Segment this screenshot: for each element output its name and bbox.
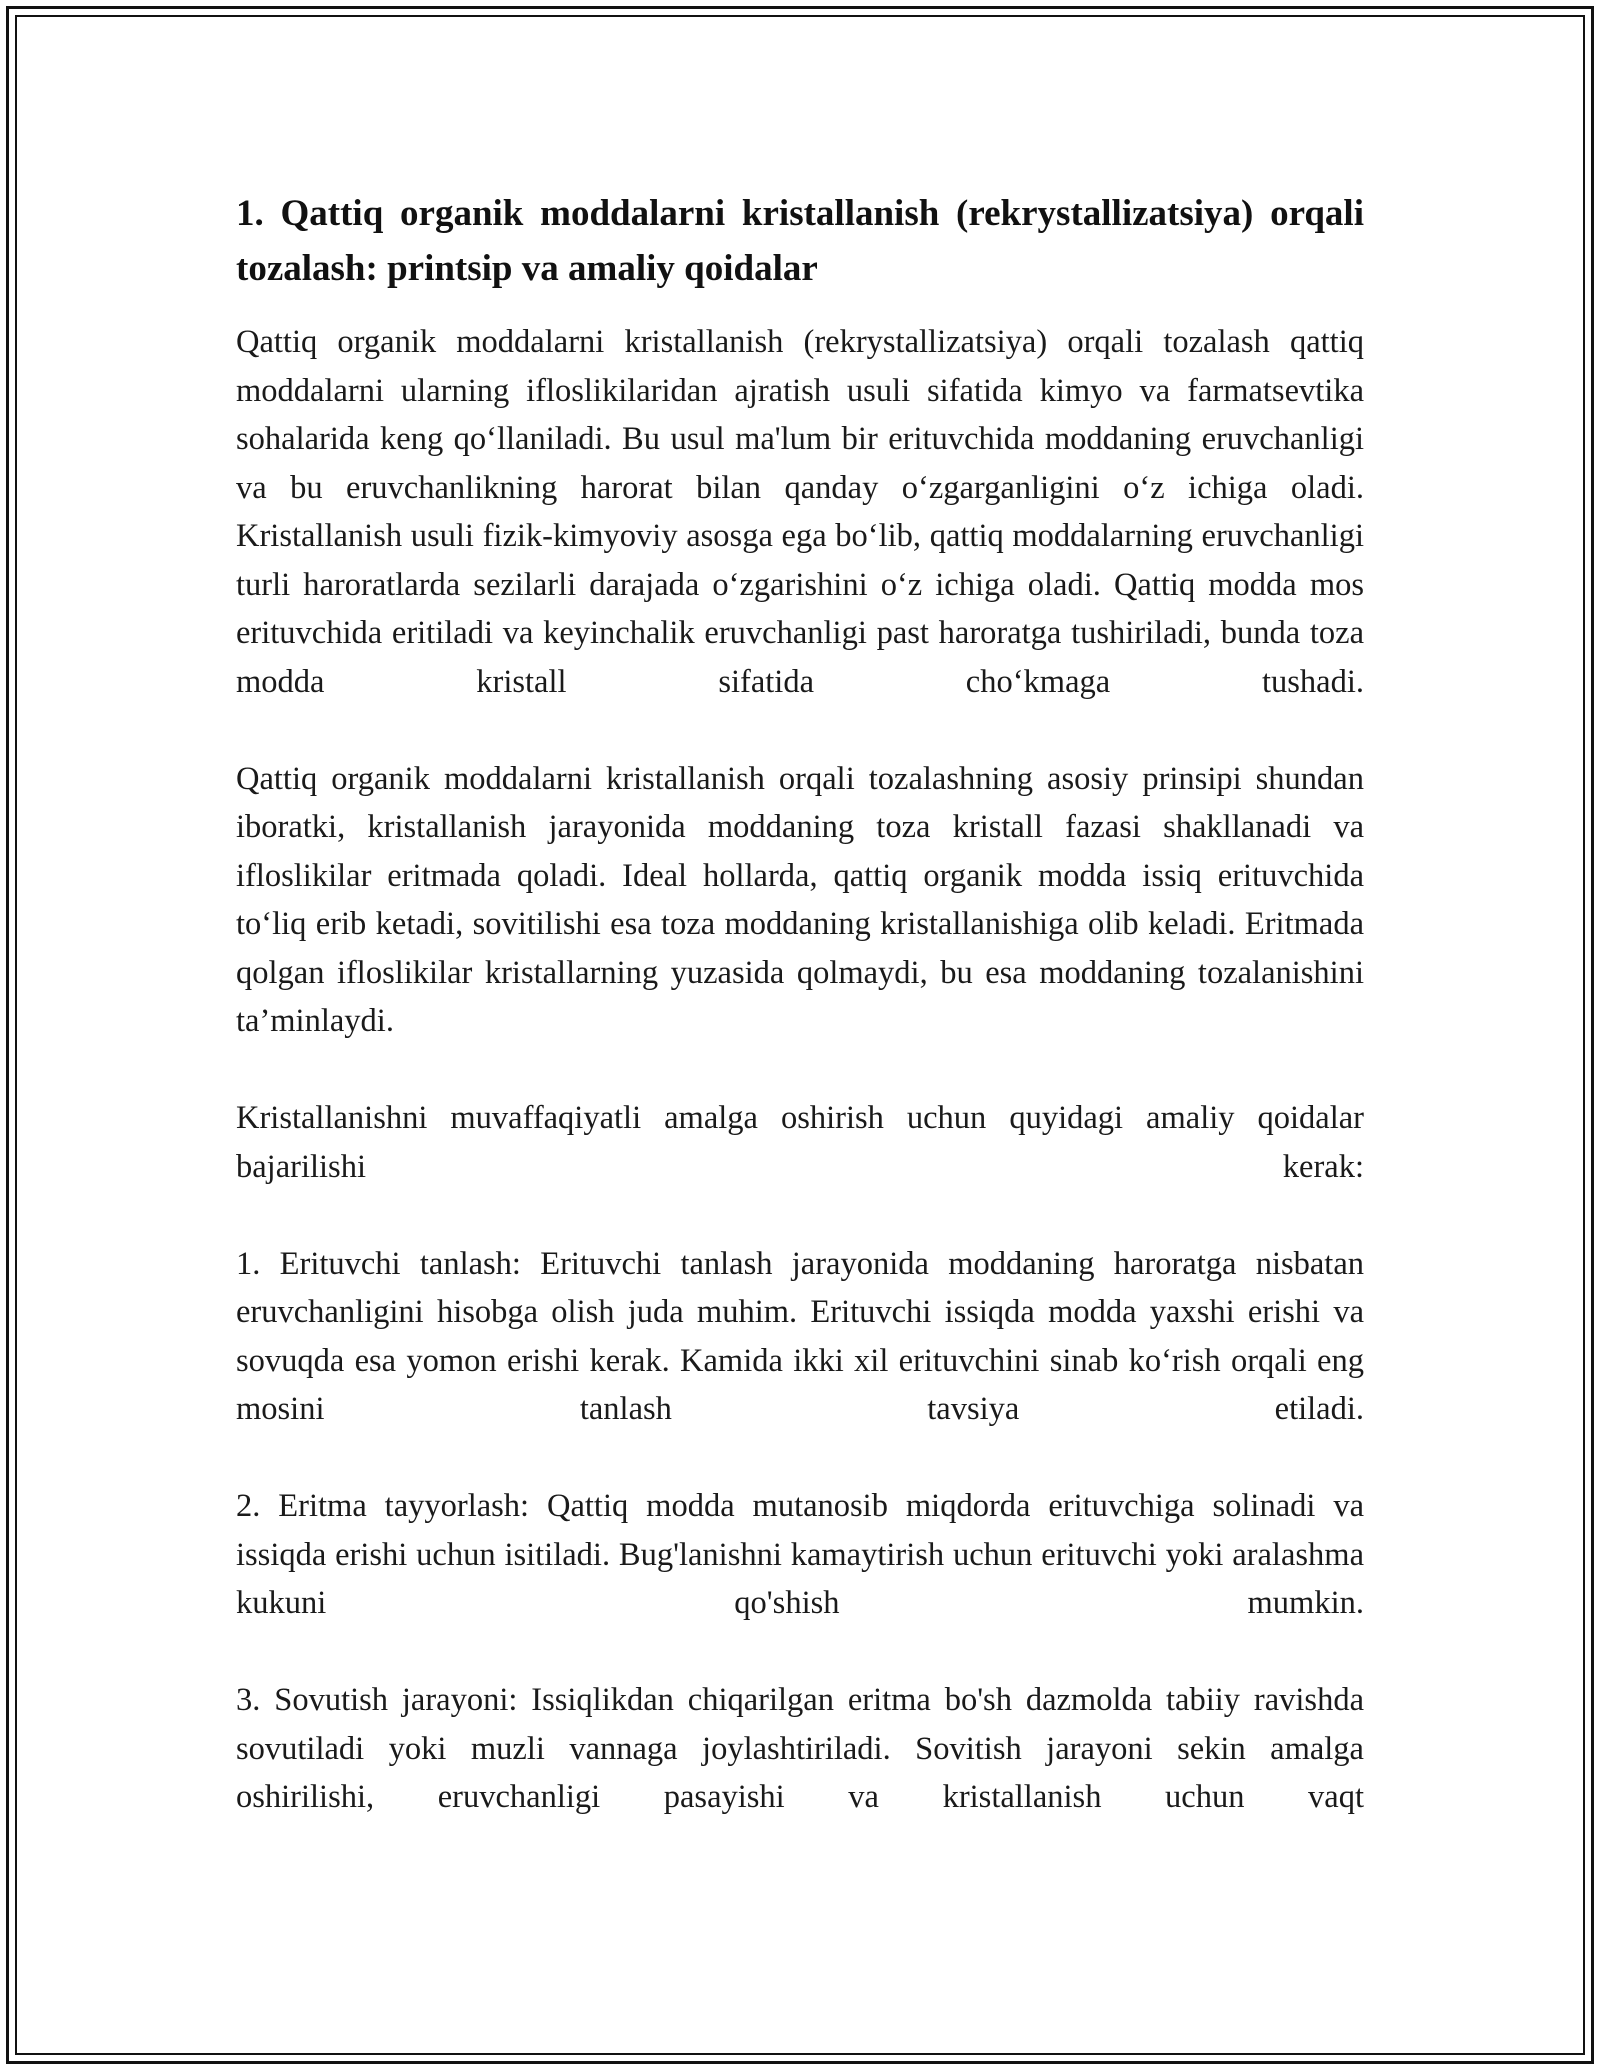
paragraph-rule-2: 2. Eritma tayyorlash: Qattiq modda mutanosib miqdorda erituvchiga solinadi va issiqda erishi uchun isitiladi. Bug'lanishni kamaytirish uchun erituvchi yoki aralashma kukuni qo'shish mumkin. (236, 1488, 1364, 1621)
paragraph-rule-1: 1. Erituvchi tanlash: Erituvchi tanlash jarayonida moddaning haroratga nisbatan eruvchanligini hisobga olish juda muhim. Erituvchi issiqda modda yaxshi erishi va sovuqda esa yomon erishi kerak. Kamida ikki xil erituvchini sinab ko‘rish orqali eng mosini tanlash tavsiya etiladi. (236, 1245, 1364, 1427)
document-title: 1. Qattiq organik moddalarni kristallanish (rekrystallizatsiya) orqali tozalash: printsip va amaliy qoidalar (236, 193, 1364, 289)
document-body (236, 186, 1364, 1870)
paragraph-intro: Qattiq organik moddalarni kristallanish (rekrystallizatsiya) orqali tozalash qattiq moddalarni ularning ifloslikilaridan ajratish usuli sifatida kimyo va farmatsevtika sohalarida keng qo‘llaniladi. Bu usul ma'lum bir erituvchida moddaning eruvchanligi va bu eruvchanlikning harorat bilan qanday o‘zgarganligini o‘z ichiga oladi. Kristallanish usuli fizik-kimyoviy asosga ega bo‘lib, qattiq moddalarning eruvchanligi turli haroratlarda sezilarli darajada o‘zgarishini o‘z ichiga oladi. Qattiq modda mos erituvchida eritiladi va keyinchalik eruvchanligi past haroratga tushiriladi, bunda toza modda kristall sifatida cho‘kmaga tushadi. (236, 324, 1364, 700)
paragraph-principle: Qattiq organik moddalarni kristallanish orqali tozalashning asosiy prinsipi shundan iboratki, kristallanish jarayonida moddaning toza kristall fazasi shakllanadi va ifloslikilar eritmada qoladi. Ideal hollarda, qattiq organik modda issiq erituvchida to‘liq erib ketadi, sovitilishi esa toza moddaning kristallanishiga olib keladi. Eritmada qolgan ifloslikilar kristallarning yuzasida qolmaydi, bu esa moddaning tozalanishini ta’minlaydi. (236, 760, 1364, 1039)
paragraph-rules-intro: Kristallanishni muvaffaqiyatli amalga oshirish uchun quyidagi amaliy qoidalar bajarilishi kerak: (236, 1100, 1364, 1185)
paragraph-rule-3: 3. Sovutish jarayoni: Issiqlikdan chiqarilgan eritma bo'sh dazmolda tabiiy ravishda sovutiladi yoki muzli vannaga joylashtiriladi. Sovitish jarayoni sekin amalga oshirilishi, eruvchanligi pasayishi va kristallanish uchun vaqt (236, 1682, 1364, 1815)
